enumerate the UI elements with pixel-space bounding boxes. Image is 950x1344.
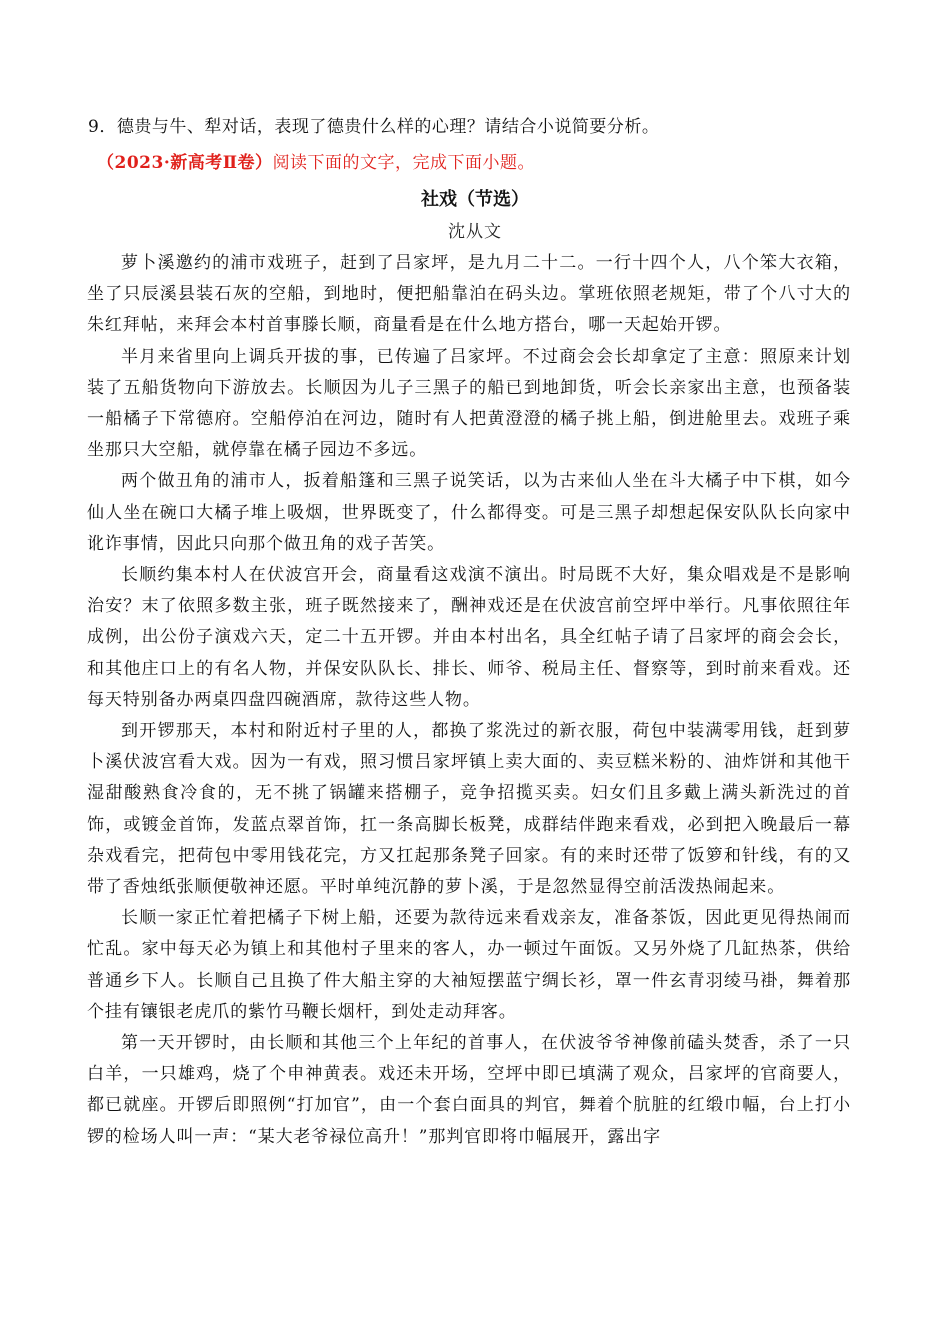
paragraph: 到开锣那天，本村和附近村子里的人，都换了浆洗过的新衣服，荷包中装满零用钱，赶到萝卜溪伏波宫看大戏。因为一有戏，照习惯吕家坪镇上卖大面的、卖豆糕米粉的、油炸饼和其他干湿甜酸熟食冷食的，无不挑了锅罐来搭棚子，竞争招揽买卖。妇女们且多戴上满头新洗过的首饰，或镀金首饰，发蓝点翠首饰，扛一条高脚长板凳，成群结伴跑来看戏，必到把入晚最后一幕杂戏看完，把荷包中零用钱花完，方又扛起那条凳子回家。有的来时还带了饭箩和针线，有的又带了香烛纸张顺便敬神还愿。平时单纯沉静的萝卜溪，于是忽然显得空前活泼热闹起来。 [87,721,851,898]
question-text: 德贵与牛、犁对话，表现了德贵什么样的心理？请结合小说简要分析。 [116,117,660,137]
exam-source-tag: （2023·新高考Ⅱ卷） [97,153,273,173]
article-author: 沈从文 [448,222,502,242]
paragraph: 萝卜溪邀约的浦市戏班子，赶到了吕家坪，是九月二十二。一行十四个人，八个笨大衣箱，坐了只辰溪县装石灰的空船，到地时，便把船靠泊在码头边。掌班依照老规矩，带了个八寸大的朱红拜帖，来拜会本村首事滕长顺，商量看是在什么地方搭台，哪一天起始开锣。 [87,253,851,336]
article-title: 社戏（节选） [421,189,529,210]
reading-instruction: 阅读下面的文字，完成下面小题。 [272,153,536,173]
article-body [87,248,851,1153]
paragraph: 长顺一家正忙着把橘子下树上船，还要为款待远来看戏亲友，准备茶饭，因此更见得热闹而忙乱。家中每天必为镇上和其他村子里来的客人，办一顿过午面饭。又另外烧了几缸热茶，供给普通乡下人。长顺自己且换了件大船主穿的大袖短摆蓝宁绸长衫，罩一件玄青羽绫马褂，舞着那个挂有镶银老虎爪的紫竹马鞭长烟杆，到处走动拜客。 [87,908,851,1022]
question-number: 9． [88,117,117,137]
source-line [97,150,877,176]
paragraph: 第一天开锣时，由长顺和其他三个上年纪的首事人，在伏波爷爷神像前磕头焚香，杀了一只白羊，一只雄鸡，烧了个申神黄表。戏还未开场，空坪中即已填满了观众，吕家坪的官商要人，都已就座。开锣后即照例“打加官”，由一个套白面具的判官，舞着个肮脏的红缎巾幅，台上打小锣的检场人叫一声：“某大老爷禄位高升！”那判官即将巾幅展开，露出字 [87,1033,851,1147]
paragraph: 长顺约集本村人在伏波宫开会，商量看这戏演不演出。时局既不大好，集众唱戏是不是影响治安？末了依照多数主张，班子既然接来了，酬神戏还是在伏波宫前空坪中举行。凡事依照往年成例，出公份子演戏六天，定二十五开锣。并由本村出名，具全红帖子请了吕家坪的商会会长，和其他庄口上的有名人物，并保安队队长、排长、师爷、税局主任、督察等，到时前来看戏。还每天特别备办两桌四盘四碗酒席，款待这些人物。 [87,565,851,710]
paragraph: 两个做丑角的浦市人，扳着船篷和三黑子说笑话，以为古来仙人坐在斗大橘子中下棋，如今仙人坐在碗口大橘子堆上吸烟，世界既变了，什么都得变。可是三黑子却想起保安队队长向家中讹诈事情，因此只向那个做丑角的戏子苦笑。 [87,471,851,554]
paragraph: 半月来省里向上调兵开拔的事，已传遍了吕家坪。不过商会会长却拿定了主意：照原来计划装了五船货物向下游放去。长顺因为儿子三黑子的船已到地卸货，听会长亲家出主意，也预备装一船橘子下常德府。空船停泊在河边，随时有人把黄澄澄的橘子挑上船，倒进舱里去。戏班子乘坐那只大空船，就停靠在橘子园边不多远。 [87,346,851,461]
question-9 [88,114,868,140]
